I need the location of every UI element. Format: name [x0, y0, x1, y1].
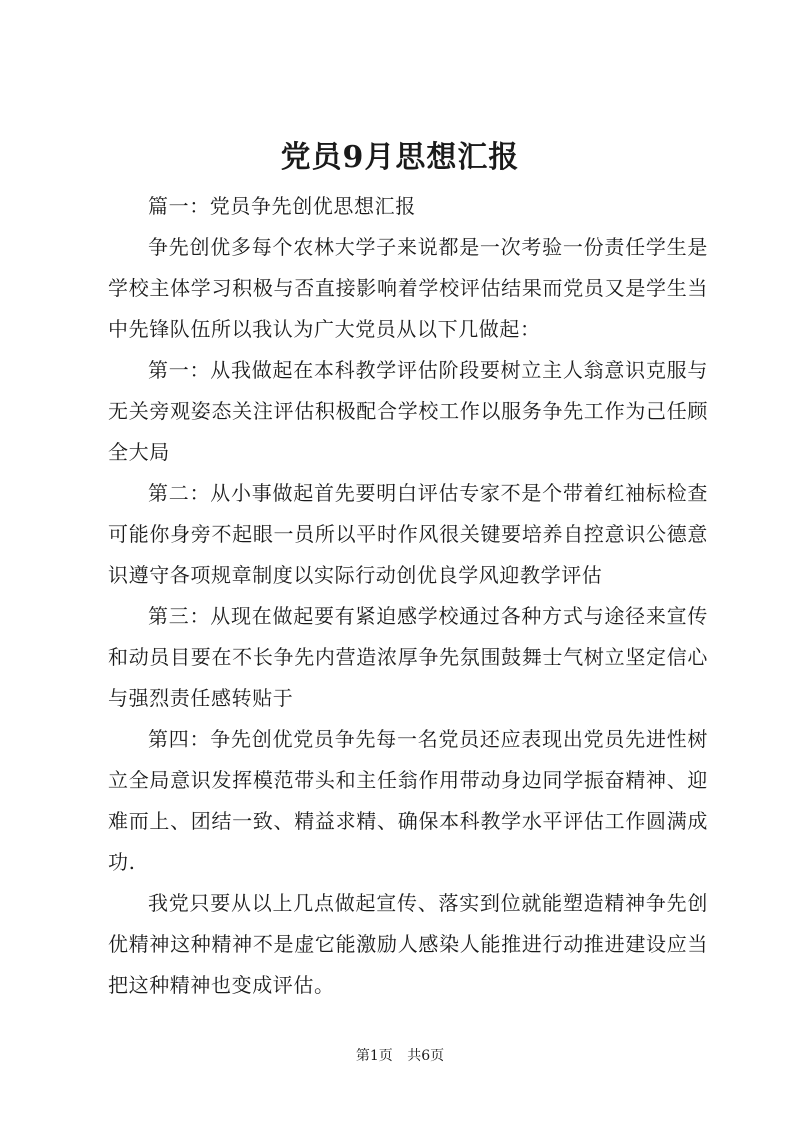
paragraph: 争先创优多每个农林大学子来说都是一次考验一份责任学生是学校主体学习积极与否直接影响着学校评估结果而党员又是学生当中先锋队伍所以我认为广大党员从以下几做起： [108, 235, 708, 341]
page-title: 党员9月思想汇报 [280, 140, 520, 175]
paragraph: 第三：从现在做起要有紧迫感学校通过各种方式与途径来宣传和动员目要在不长争先内营造浓厚争先氛围鼓舞士气树立坚定信心与强烈责任感转贴于 [108, 604, 708, 710]
paragraph: 第四：争先创优党员争先每一名党员还应表现出党员先进性树立全局意识发挥模范带头和主任翁作用带动身边同学振奋精神、迎难而上、团结一致、精益求精、确保本科教学水平评估工作圆满成功. [108, 727, 708, 874]
paragraph: 我党只要从以上几点做起宣传、落实到位就能塑造精神争先创优精神这种精神不是虚它能激励人感染人能推进行动推进建设应当把这种精神也变成评估。 [108, 891, 708, 997]
document-body [108, 186, 708, 1006]
page-footer [0, 1046, 800, 1066]
paragraph: 第二：从小事做起首先要明白评估专家不是个带着红袖标检查可能你身旁不起眼一员所以平时作风很关键要培养自控意识公德意识遵守各项规章制度以实际行动创优良学风迎教学评估 [108, 481, 708, 587]
paragraph: 第一：从我做起在本科教学评估阶段要树立主人翁意识克服与无关旁观姿态关注评估积极配合学校工作以服务争先工作为己任顾全大局 [108, 358, 708, 464]
page-total: 共6页 [407, 1048, 445, 1064]
section-heading: 篇一：党员争先创优思想汇报 [148, 194, 416, 218]
page-number: 第1页 [355, 1048, 393, 1064]
